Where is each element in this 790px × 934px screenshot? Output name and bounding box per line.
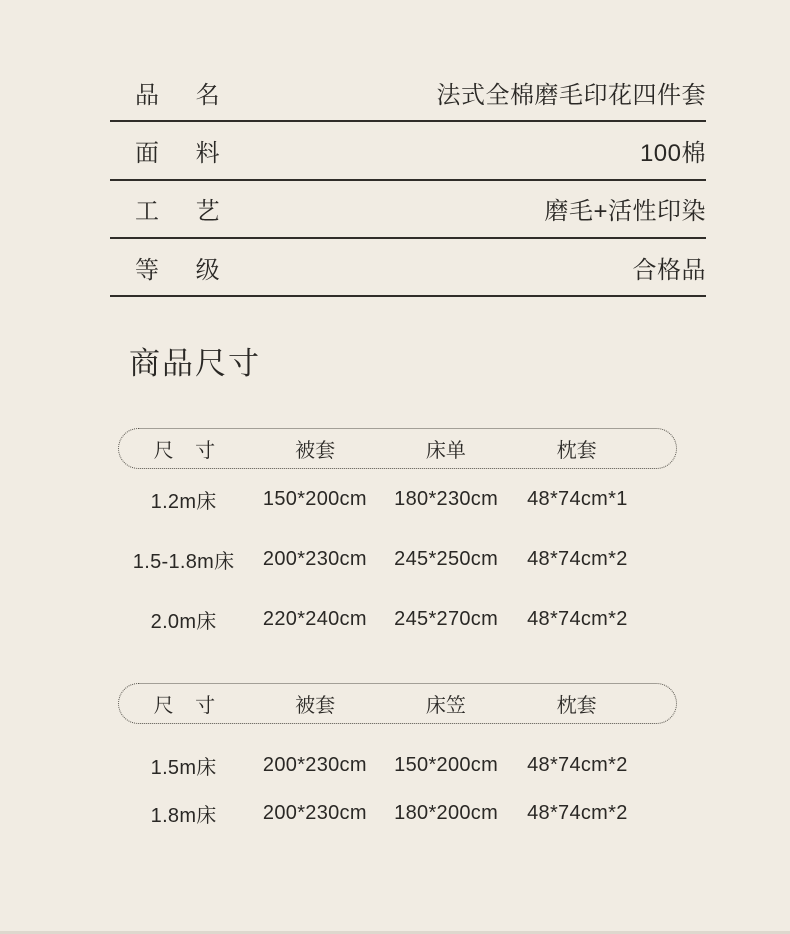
column-header-size: 尺 寸 (153, 440, 216, 462)
spec-row-grade (110, 239, 706, 297)
spec-value: 法式全棉磨毛印花四件套 (436, 81, 706, 109)
size-cell-duvet: 220*240cm (262, 607, 367, 630)
size-cell-duvet: 200*230cm (262, 801, 367, 824)
size-row (118, 741, 677, 789)
size-cell-bed: 1.8m床 (150, 804, 217, 827)
size-cell-pillow: 48*74cm*2 (527, 547, 628, 570)
column-header-pillowcase: 枕套 (556, 440, 597, 462)
size-cell-sheet: 245*270cm (394, 607, 499, 630)
size-cell-bed: 2.0m床 (150, 610, 217, 633)
size-cell-pillow: 48*74cm*2 (527, 753, 628, 776)
column-header-duvet-cover: 被套 (295, 440, 336, 462)
column-header-duvet-cover: 被套 (295, 695, 336, 717)
section-title-product-size: 商品尺寸 (129, 346, 261, 381)
size-cell-pillow: 48*74cm*2 (527, 607, 628, 630)
size-row (118, 589, 677, 649)
size-table-flat-sheet (118, 428, 677, 649)
size-table-header (118, 428, 677, 469)
size-cell-bed: 1.2m床 (150, 490, 217, 513)
column-header-pillowcase: 枕套 (556, 695, 597, 717)
spec-value: 磨毛+活性印染 (544, 198, 706, 226)
size-table-body (118, 724, 677, 837)
size-cell-sheet: 180*230cm (394, 487, 499, 510)
spec-table (110, 64, 706, 297)
spec-row-fabric (110, 122, 706, 180)
size-cell-duvet: 200*230cm (262, 547, 367, 570)
size-cell-sheet: 245*250cm (394, 547, 499, 570)
size-cell-bed: 1.5m床 (150, 756, 217, 779)
size-cell-pillow: 48*74cm*1 (527, 487, 628, 510)
size-table-header (118, 683, 677, 724)
size-cell-duvet: 200*230cm (262, 753, 367, 776)
size-cell-duvet: 150*200cm (262, 487, 367, 510)
size-row (118, 529, 677, 589)
size-cell-sheet: 180*200cm (394, 801, 499, 824)
size-table-body (118, 469, 677, 649)
spec-value: 合格品 (632, 256, 706, 284)
spec-value: 100棉 (639, 139, 706, 167)
spec-label: 面 料 (135, 139, 221, 167)
size-row (118, 469, 677, 529)
column-header-size: 尺 寸 (153, 695, 216, 717)
column-header-fitted-sheet: 床笠 (425, 695, 466, 717)
column-header-flat-sheet: 床单 (425, 440, 466, 462)
size-row (118, 789, 677, 837)
size-cell-bed: 1.5-1.8m床 (132, 550, 235, 573)
spec-label: 工 艺 (135, 198, 221, 226)
spec-label: 品 名 (135, 81, 221, 109)
spec-row-craft (110, 181, 706, 239)
spec-label: 等 级 (135, 256, 221, 284)
size-cell-pillow: 48*74cm*2 (527, 801, 628, 824)
size-table-fitted-sheet (118, 683, 677, 837)
size-cell-sheet: 150*200cm (394, 753, 499, 776)
spec-row-product-name (110, 64, 706, 122)
